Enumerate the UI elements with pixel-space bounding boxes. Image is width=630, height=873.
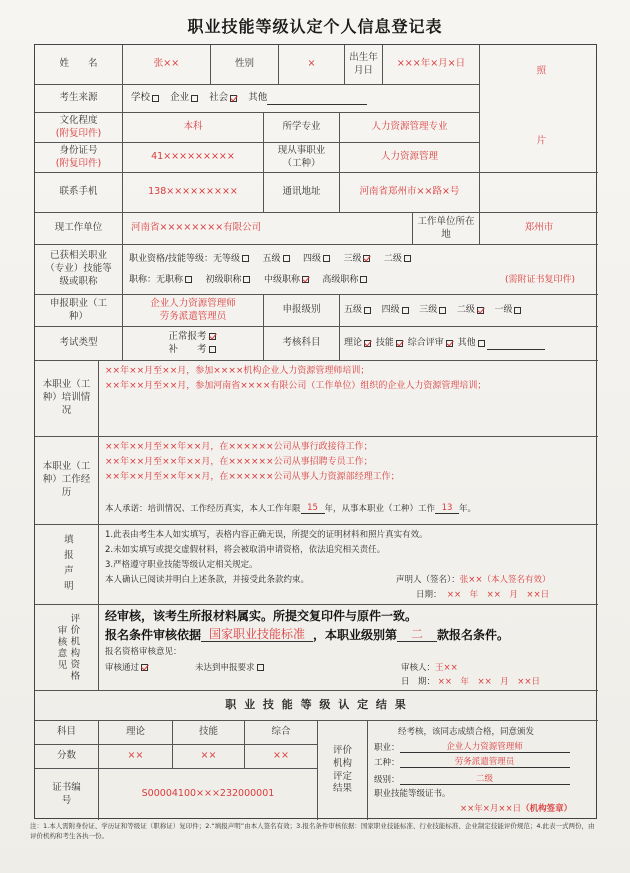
result-col-review: 综合 <box>245 721 318 745</box>
result-col-theory: 理论 <box>99 721 173 745</box>
checkbox-level-2[interactable] <box>404 255 411 262</box>
apply-level-3: 三级 <box>419 305 438 316</box>
exp-line-1: ××年××月至××年××月，在××××××公司从事行政接待工作； <box>105 442 373 452</box>
review-basis-label: 报名条件审核依据 <box>105 628 202 642</box>
review-cell <box>99 605 598 691</box>
checkbox-middle-title[interactable] <box>302 276 309 283</box>
review-line-2 <box>105 627 509 642</box>
org-text: 经考核，该同志成绩合格，同意颁发 <box>398 727 535 737</box>
id-note: (附复印件) <box>55 157 102 169</box>
declare-date-value: ×× 年 ×× 月 ××日 <box>446 590 550 600</box>
checkbox-no-title[interactable] <box>185 276 192 283</box>
exam-subject-options <box>340 327 598 361</box>
checkbox-review-fail[interactable] <box>257 664 264 671</box>
exp-label: 本职业（工种）工作经历 <box>35 437 99 525</box>
result-col-subject: 科目 <box>35 721 99 745</box>
org-level <box>374 774 570 785</box>
apply-value-2: 劳务派遣管理员 <box>159 310 227 322</box>
declare-sign-value: 张××（本人签名有效） <box>459 575 551 585</box>
edu-value: 本科 <box>123 113 264 143</box>
name-value: 张×× <box>123 45 211 85</box>
no-title: 职称：无职称 <box>129 275 184 285</box>
review-label: 评价机构资格审核意见 <box>35 605 99 691</box>
org-job-value: 企业人力资源管理师 <box>400 742 570 753</box>
declare-sign-label: 声明人（签名）： <box>396 575 460 585</box>
photo-box: 照 片 <box>480 45 598 173</box>
middle-title: 中级职称 <box>263 275 300 285</box>
checkbox-exam-normal[interactable] <box>209 333 216 340</box>
checkbox-no-level[interactable] <box>242 255 249 262</box>
subject-skill: 技能 <box>375 338 394 349</box>
checkbox-theory[interactable] <box>364 340 371 347</box>
obtained-label: 已获相关职业（专业）技能等级或职称 <box>35 245 123 295</box>
org-level-value: 二级 <box>400 774 570 785</box>
source-label: 考生来源 <box>35 85 123 113</box>
apply-level-label: 申报级别 <box>264 295 340 327</box>
checkbox-enterprise[interactable] <box>191 95 198 102</box>
apply-level-4: 四级 <box>381 305 400 316</box>
photo-bottom <box>480 173 598 213</box>
declare-2: 2.未如实填写或提交虚假材料，将会被取消申请资格，依法追究相关责任。 <box>105 545 386 555</box>
name-label: 姓 名 <box>35 45 123 85</box>
major-label: 所学专业 <box>264 113 340 143</box>
apply-level-1: 一级 <box>494 305 513 316</box>
id-value: 41××××××××× <box>123 143 264 173</box>
checkbox-apply-2[interactable] <box>477 307 484 314</box>
registration-table <box>34 44 597 819</box>
checkbox-level-4[interactable] <box>323 255 330 262</box>
exp-promise <box>105 503 476 514</box>
org-label: 评价机构评定结果 <box>318 721 368 820</box>
footnote: 注：1.本人需附身份证、学历证和等级证（职称证）复印件；2.“填报声明”由本人签名有效；3.报名条件审核依据：国家职业技能标准、行业技能标准、企业制定技能评价规范；4.此表一式两份，由评价机构和考生各执一份。 <box>30 822 595 840</box>
source-school: 学校 <box>131 92 151 104</box>
org-type <box>374 757 570 768</box>
review-pass-opt <box>105 663 150 673</box>
cert-label: 证书编号 <box>35 769 99 820</box>
edu-label: 文化程度 <box>59 114 98 126</box>
source-options <box>123 85 480 113</box>
review-fail: 未达到申报要求 <box>195 663 255 673</box>
train-line-1: ××年××月至××月，参加××××机构企业人力资源管理师培训； <box>105 366 370 376</box>
id-label: 身份证号 <box>59 144 98 156</box>
org-job-label: 职业： <box>374 743 400 753</box>
checkbox-level-5[interactable] <box>283 255 290 262</box>
checkbox-review-pass[interactable] <box>141 664 148 671</box>
checkbox-apply-4[interactable] <box>402 307 409 314</box>
work-unit-value: 河南省××××××××有限公司 <box>123 213 413 245</box>
obtained-line1 <box>129 254 413 265</box>
apply-level-5: 五级 <box>344 305 363 316</box>
exam-type-label: 考试类型 <box>35 327 123 361</box>
declare-date-label: 日期： <box>416 590 442 600</box>
addr-label: 通讯地址 <box>264 173 340 213</box>
review-date-label: 日 期： <box>401 677 436 687</box>
apply-label: 申报职业（工种） <box>35 295 123 327</box>
gender-label: 性别 <box>211 45 279 85</box>
score-review: ×× <box>245 745 318 769</box>
org-cert: 职业技能等级证书。 <box>374 789 451 799</box>
score-label: 分数 <box>35 745 99 769</box>
obtained-cell <box>123 245 598 295</box>
declare-label: 填报声明 <box>35 525 99 605</box>
job-label: 现从事职业（工种） <box>264 143 340 173</box>
subject-other-line <box>487 337 545 350</box>
source-enterprise: 企业 <box>170 92 190 104</box>
declare-4: 本人确认已阅读并明白上述条款，并接受此条款约束。 <box>105 575 310 585</box>
checkbox-school[interactable] <box>152 95 159 102</box>
declare-3: 3.严格遵守职业技能等级认定相关规定。 <box>105 560 258 570</box>
phone-value: 138××××××××× <box>123 173 264 213</box>
org-type-value: 劳务派遣管理员 <box>400 757 570 768</box>
org-date: ××年×月××日 <box>460 804 522 814</box>
gender-value: × <box>279 45 345 85</box>
level-5: 五级 <box>262 254 281 264</box>
apply-level-2: 二级 <box>456 305 475 316</box>
exam-normal: 正常报考 <box>168 330 207 342</box>
review-line-2c: 款报名条件。 <box>437 628 510 642</box>
org-level-label: 级别： <box>374 775 400 785</box>
birth-label: 出生年月日 <box>345 45 383 85</box>
review-pass: 审核通过 <box>105 663 140 673</box>
exp-promise-a: 本人承诺：培训情况、工作经历真实，本人工作年限 <box>105 504 301 514</box>
reviewer-value: 王×× <box>435 663 458 673</box>
work-loc-label: 工作单位所在地 <box>413 213 480 245</box>
exp-line-3: ××年××月至××年××月，在××××××公司从事人力资源部经理工作； <box>105 472 400 482</box>
org-stamp: （机构签章） <box>521 804 573 814</box>
score-theory: ×× <box>99 745 173 769</box>
declare-cell <box>99 525 598 605</box>
edu-label-cell <box>35 113 123 143</box>
source-other: 其他 <box>248 92 268 104</box>
exp-cell <box>99 437 598 525</box>
review-num: 二 <box>397 627 437 642</box>
edu-note: (附复印件) <box>55 127 102 139</box>
org-date-line <box>460 804 572 814</box>
phone-label: 联系手机 <box>35 173 123 213</box>
work-unit-label: 现工作单位 <box>35 213 123 245</box>
score-skill: ×× <box>173 745 245 769</box>
checkbox-level-3[interactable] <box>363 255 370 262</box>
checkbox-society[interactable] <box>230 95 237 102</box>
obtained-line2 <box>129 275 369 286</box>
exam-type-options <box>123 327 264 361</box>
work-loc-value: 郑州市 <box>480 213 598 245</box>
result-title: 职 业 技 能 等 级 认 定 结 果 <box>35 691 598 721</box>
declare-sign <box>396 575 551 585</box>
major-value: 人力资源管理专业 <box>340 113 480 143</box>
checkbox-senior-title[interactable] <box>360 276 367 283</box>
senior-title: 高级职称 <box>322 275 359 285</box>
checkbox-apply-1[interactable] <box>514 307 521 314</box>
exp-years: 15 <box>301 503 325 514</box>
org-job <box>374 742 570 753</box>
apply-value-1: 企业人力资源管理师 <box>150 297 236 309</box>
junior-title: 初级职称 <box>205 275 242 285</box>
org-cell <box>368 721 598 820</box>
birth-value: ×××年×月×日 <box>383 45 480 85</box>
review-line-1: 经审核，该考生所报材料属实。所提交复印件与原件一致。 <box>105 609 418 623</box>
exp-years2: 13 <box>435 503 459 514</box>
level-3: 三级 <box>343 254 362 264</box>
checkbox-subject-other[interactable] <box>478 340 485 347</box>
review-date <box>401 677 540 687</box>
review-line-2b: ，本职业级别第 <box>313 628 398 642</box>
result-col-skill: 技能 <box>173 721 245 745</box>
checkbox-junior-title[interactable] <box>243 276 250 283</box>
subject-theory: 理论 <box>344 338 363 349</box>
review-basis: 国家职业技能标准 <box>201 627 313 642</box>
addr-value: 河南省郑州市××路×号 <box>340 173 480 213</box>
train-label: 本职业（工种）培训情况 <box>35 361 99 437</box>
train-cell <box>99 361 598 437</box>
checkbox-exam-retake[interactable] <box>209 346 216 353</box>
checkbox-review[interactable] <box>446 340 453 347</box>
no-level: 职业资格/技能等级：无等级 <box>129 254 241 264</box>
subject-review: 综合评审 <box>407 338 444 349</box>
level-2: 二级 <box>383 254 402 264</box>
other-line <box>267 92 367 106</box>
org-type-label: 工种： <box>374 758 400 768</box>
cert-value: S00004100×××232000001 <box>99 769 318 820</box>
review-date-value: ×× 年 ×× 月 ××日 <box>437 677 540 687</box>
checkbox-skill[interactable] <box>396 340 403 347</box>
reviewer-label: 审核人： <box>401 663 436 673</box>
job-value: 人力资源管理 <box>340 143 480 173</box>
exam-retake: 补 考 <box>168 343 207 355</box>
review-small: 报名资格审核意见： <box>105 647 182 657</box>
exam-subject-label: 考核科目 <box>264 327 340 361</box>
level-4: 四级 <box>302 254 321 264</box>
page-title: 职业技能等级认定个人信息登记表 <box>187 17 443 36</box>
exp-promise-b: 年，从事本职业（工种）工作 <box>324 504 436 514</box>
exp-promise-c: 年。 <box>459 504 477 514</box>
reviewer <box>401 663 458 673</box>
id-label-cell <box>35 143 123 173</box>
checkbox-apply-3[interactable] <box>439 307 446 314</box>
source-society: 社会 <box>209 92 229 104</box>
apply-levels <box>340 295 598 327</box>
exp-line-2: ××年××月至××年××月，在××××××公司从事招聘专员工作； <box>105 457 373 467</box>
apply-value-cell <box>123 295 264 327</box>
train-line-2: ××年××月至××月，参加河南省××××有限公司（工作单位）组织的企业人力资源管理培训； <box>105 381 487 391</box>
checkbox-apply-5[interactable] <box>364 307 371 314</box>
declare-1: 1.此表由考生本人如实填写，表格内容正确无误，所提交的证明材料和照片真实有效。 <box>105 530 428 540</box>
subject-other: 其他 <box>457 338 476 349</box>
obtained-note: (需附证书复印件) <box>505 275 576 285</box>
declare-date <box>416 590 549 600</box>
review-fail-opt <box>195 663 266 673</box>
